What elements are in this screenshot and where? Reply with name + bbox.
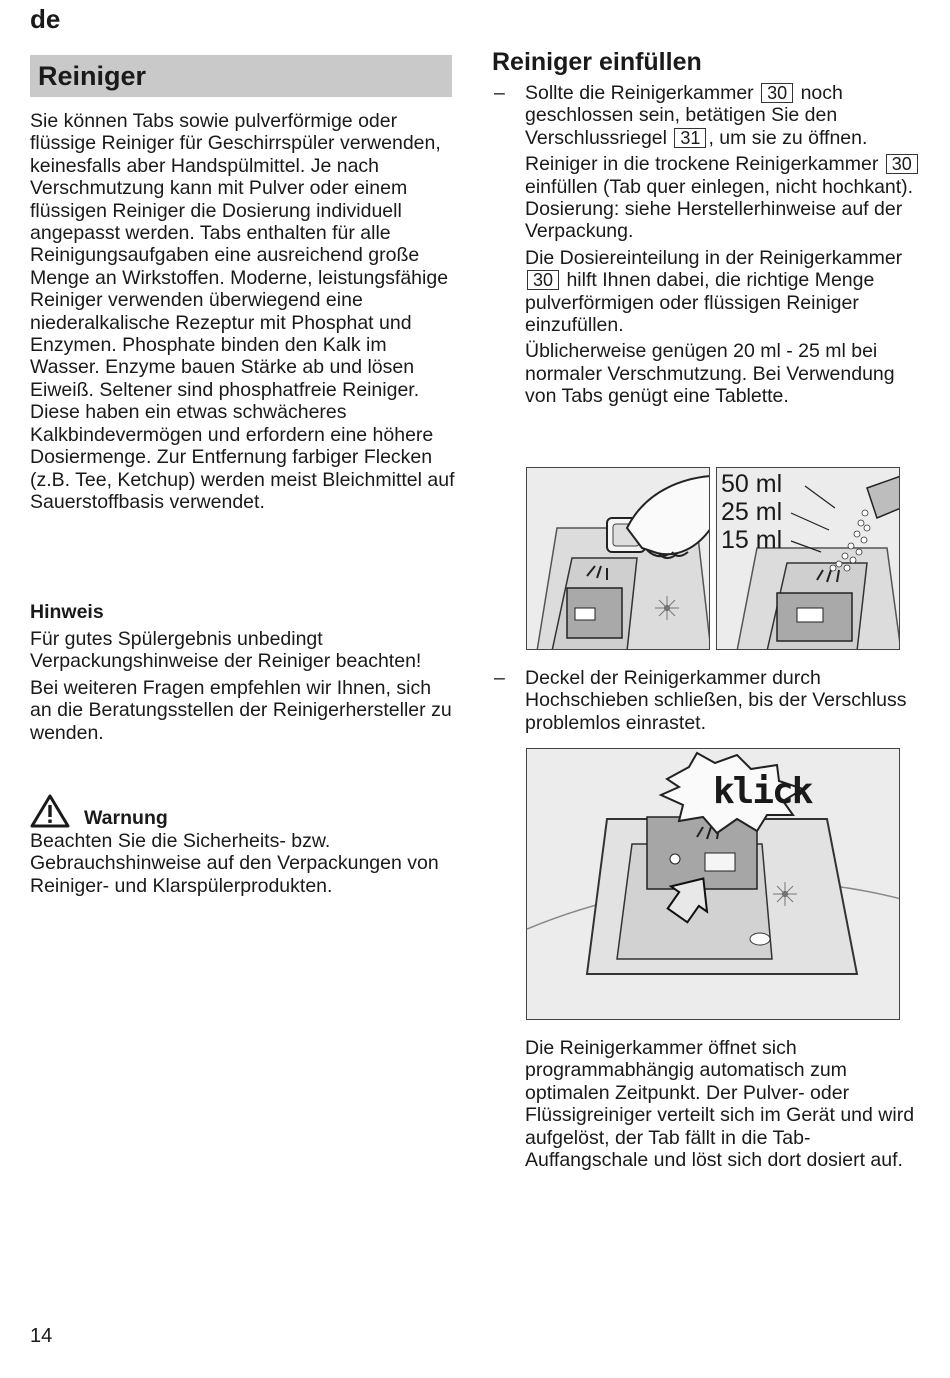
warning-text: Beachten Sie die Sicherheits- bzw. Gebrauchshinweise auf den Verpackungen von Reiniger- und Klarspülerprodukten. xyxy=(30,830,439,897)
step-close-lid: Deckel der Reinigerkammer durch Hochschieben schließen, bis der Verschluss problemlos einrastet. xyxy=(525,667,907,734)
step-3: Die Dosiereinteilung in der Reinigerkammer 30 hilft Ihnen dabei, die richtige Menge pulverförmigen oder flüssigen Reiniger einzufüllen. xyxy=(525,246,903,337)
intro-paragraph: Sie können Tabs sowie pulverförmige oder flüssige Reiniger für Geschirrspüler verwenden, keinesfalls aber Handspülmittel. Je nach Verschmutzung kann mit Pulver oder einem flüssigen Reiniger die Dosierung individuell angepasst werden. Tabs enthalten für alle Reinigungsaufgaben eine ausreichend große Menge an Wirkstoffen. Moderne, leistungsfähige Reiniger verwenden überwiegend eine niederalkalische Rezeptur mit Phosphat und Enzymen. Phosphate binden den Kalk im Wasser. Enzyme bauen Stärke ab und lösen Eiweiß. Seltener sind phosphatfreie Reiniger. Diese haben ein etwas schwächeres Kalkbindevermögen und erfordern eine höhere Dosiermenge. Zur Entfernung farbiger Flecken (z.B. Tee, Ketchup) werden meist Bleichmittel auf Sauerstoffbasis verwendet. xyxy=(30,110,455,513)
step-1: Sollte die Reinigerkammer 30 noch geschlossen sein, betätigen Sie den Verschlussriegel 31 , um sie zu öffnen. xyxy=(525,82,868,149)
dosing-scale xyxy=(721,470,782,554)
figure-lid-close xyxy=(526,748,900,1020)
section-title: Reiniger xyxy=(30,55,452,97)
hint-paragraph-1: Für gutes Spülergebnis unbedingt Verpackungshinweise der Reiniger beachten! xyxy=(30,628,422,673)
klick-label: klick xyxy=(713,771,812,812)
warning-title: Warnung xyxy=(84,807,168,829)
warning-triangle-icon xyxy=(30,794,70,828)
ref-30: 30 xyxy=(761,83,793,103)
scale-label-25: 25 ml xyxy=(721,498,783,526)
tab-insert-illustration xyxy=(527,468,710,650)
ref-30: 30 xyxy=(527,270,559,290)
hint-title: Hinweis xyxy=(30,601,104,623)
dash-bullet-2: – xyxy=(494,667,505,689)
hint-block xyxy=(30,600,455,744)
figure-powder-dosing xyxy=(716,467,900,650)
warning-block xyxy=(30,788,455,897)
step-fill-instructions xyxy=(525,82,920,408)
step-2: Reiniger in die trockene Reinigerkammer 30 einfüllen (Tab quer einlegen, nicht hochkant). Dosierung: siehe Herstellerhinweise auf der Verpackung. xyxy=(525,153,920,243)
scale-label-15: 15 ml xyxy=(721,526,783,554)
closing-paragraph: Die Reinigerkammer öffnet sich programmabhängig automatisch zum optimalen Zeitpunkt. Der Pulver- oder Flüssigreiniger verteilt sich im Gerät und wird aufgelöst, der Tab fällt in die Tab-Auffangschale und löst sich dort dosiert auf. xyxy=(525,1037,915,1172)
subsection-title: Reiniger einfüllen xyxy=(492,48,702,76)
hint-paragraph-2: Bei weiteren Fragen empfehlen wir Ihnen, sich an die Beratungsstellen der Reinigerhersteller zu wenden. xyxy=(30,676,452,744)
language-code: de xyxy=(30,4,61,34)
figure-tab-insert xyxy=(526,467,710,650)
dash-bullet-1: – xyxy=(494,82,505,104)
scale-label-50: 50 ml xyxy=(721,470,783,498)
ref-31: 31 xyxy=(674,128,706,148)
page-number: 14 xyxy=(30,1325,53,1347)
step-4: Üblicherweise genügen 20 ml - 25 ml bei normaler Verschmutzung. Bei Verwendung von Tabs genügt eine Tablette. xyxy=(525,340,895,408)
ref-30: 30 xyxy=(886,154,918,174)
